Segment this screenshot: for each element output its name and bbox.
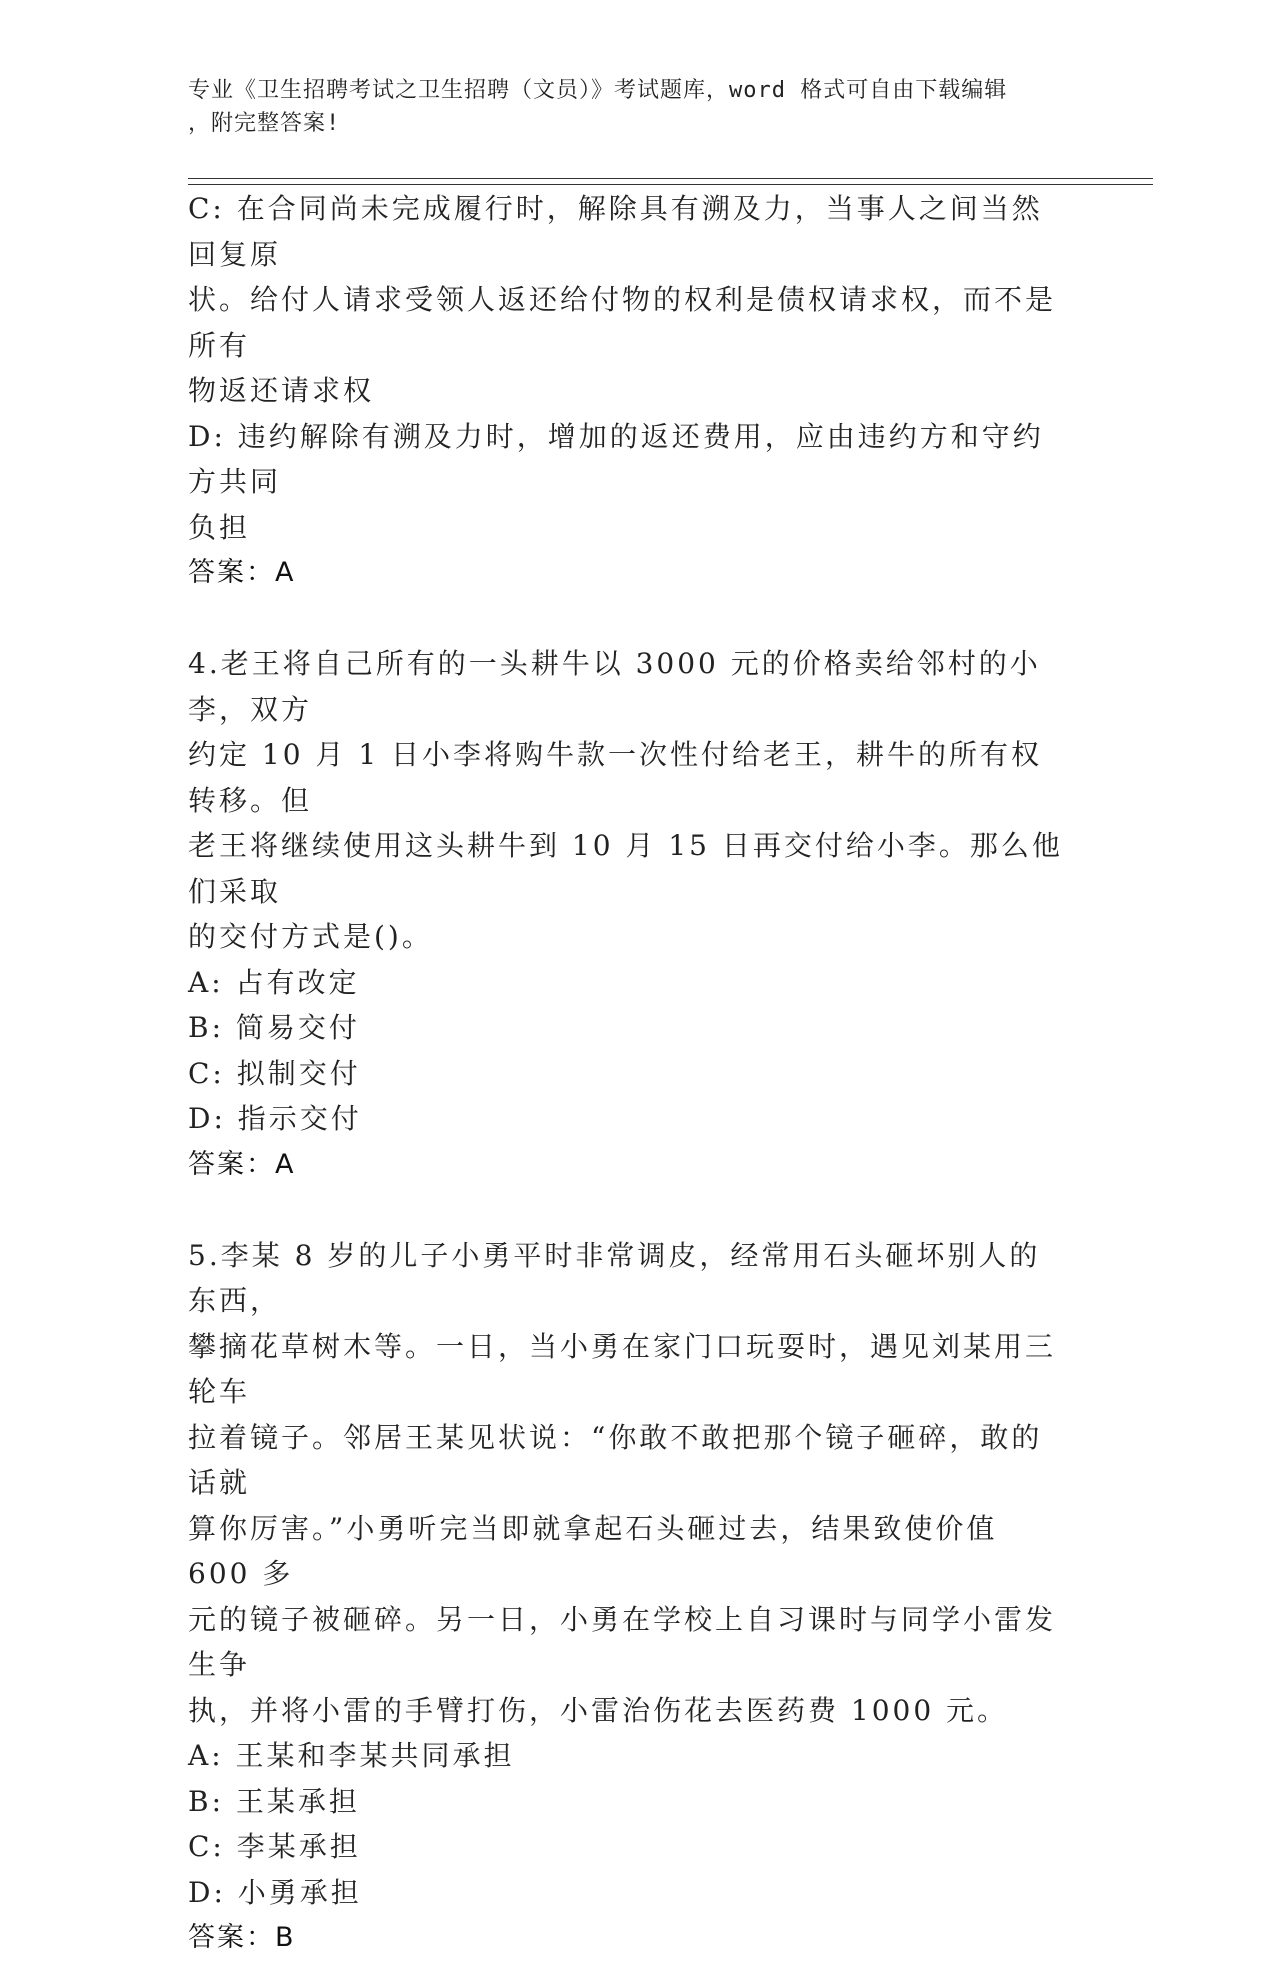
header-double-rule <box>188 178 1153 185</box>
header-title-line-2: ，附完整答案! <box>188 111 341 136</box>
spacer <box>188 596 1068 642</box>
question-stem-line: 元的镜子被砸碎。另一日，小勇在学校上自习课时与同学小雷发生争 <box>188 1602 1057 1681</box>
question-stem-line: 的交付方式是()。 <box>188 920 433 953</box>
question-stem-line: 4.老王将自己所有的一头耕牛以 3000 元的价格卖给邻村的小李，双方 <box>188 647 1041 726</box>
answer-line: 答案：B <box>188 1922 296 1953</box>
option-c-line-2: 状。给付人请求受领人返还给付物的权利是债权请求权，而不是所有 <box>188 283 1057 362</box>
option-d-line-2: 负担 <box>188 510 251 544</box>
option-b: B: 王某承担 <box>188 1784 360 1818</box>
question-5 <box>188 1233 1068 1961</box>
question-stem-line: 老王将继续使用这头耕牛到 10 月 15 日再交付给小李。那么他们采取 <box>188 829 1063 908</box>
question-stem-line: 算你厉害。”小勇听完当即就拿起石头砸过去，结果致使价值 600 多 <box>188 1511 1010 1590</box>
option-b: B: 简易交付 <box>188 1011 360 1044</box>
option-c: C: 拟制交付 <box>188 1056 361 1090</box>
previous-question-continuation <box>188 186 1068 596</box>
document-header <box>188 74 1068 140</box>
option-d-line-1: D: 违约解除有溯及力时，增加的返还费用，应由违约方和守约方共同 <box>188 419 1044 498</box>
option-c: C: 李某承担 <box>188 1830 361 1863</box>
question-stem-line: 攀摘花草树木等。一日，当小勇在家门口玩耍时，遇见刘某用三轮车 <box>188 1329 1057 1408</box>
question-stem-line: 执，并将小雷的手臂打伤，小雷治伤花去医药费 1000 元。 <box>188 1693 1009 1727</box>
question-stem-line: 5.李某 8 岁的儿子小勇平时非常调皮，经常用石头砸坏别人的东西， <box>188 1238 1041 1317</box>
answer-line: 答案：A <box>188 557 296 588</box>
question-stem-line: 约定 10 月 1 日小李将购牛款一次性付给老王，耕牛的所有权转移。但 <box>188 738 1043 817</box>
option-c-line-1: C: 在合同尚未完成履行时，解除具有溯及力，当事人之间当然回复原 <box>188 192 1043 271</box>
question-stem-line: 拉着镜子。邻居王某见状说：“你敢不敢把那个镜子砸碎，敢的话就 <box>188 1420 1043 1499</box>
option-d: D: 指示交付 <box>188 1102 362 1135</box>
header-title-line-1: 专业《卫生招聘考试之卫生招聘（文员）》考试题库，word 格式可自由下载编辑 <box>188 78 1008 103</box>
option-d: D: 小勇承担 <box>188 1875 362 1909</box>
option-a: A: 占有改定 <box>188 965 360 999</box>
option-c-line-3: 物返还请求权 <box>188 374 375 407</box>
option-a: A: 王某和李某共同承担 <box>188 1739 515 1772</box>
question-4 <box>188 641 1068 1187</box>
document-body <box>188 186 1068 1961</box>
answer-line: 答案：A <box>188 1148 296 1180</box>
spacer <box>188 1187 1068 1233</box>
